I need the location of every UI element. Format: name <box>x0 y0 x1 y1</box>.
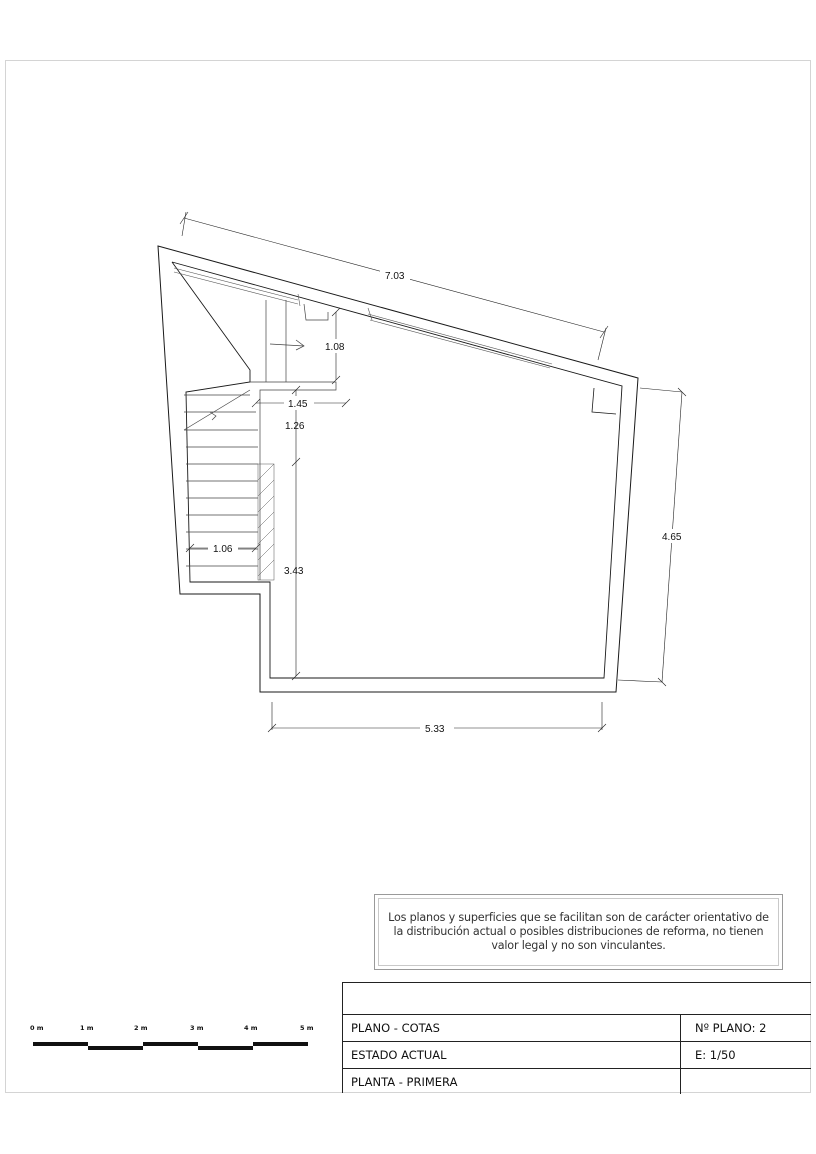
scale-label-1: 1 m <box>80 1024 94 1032</box>
scale-segment-2 <box>88 1046 143 1050</box>
disclaimer-text: Los planos y superficies que se facilitan son de carácter orientativo de la distribución actual o posibles distribuciones de reforma, no tienen valor legal y no son vinculantes. <box>378 898 779 966</box>
disclaimer-box <box>374 894 783 970</box>
scale-segment-3 <box>143 1042 198 1046</box>
dimension-lines <box>180 212 686 732</box>
stairs <box>184 300 336 580</box>
title-block-header-row <box>343 983 811 1015</box>
dim-stair-landing-height: 1.08 <box>325 342 345 353</box>
plan-floor-label: PLANTA - PRIMERA <box>351 1074 458 1089</box>
plan-floor <box>343 1069 680 1094</box>
graphic-scale <box>28 1024 318 1054</box>
inner-wall <box>172 262 622 678</box>
dim-landing-depth: 1.26 <box>285 421 305 432</box>
outer-wall <box>158 246 638 692</box>
dim-top-wall: 7.03 <box>385 271 405 282</box>
plan-state: ESTADO ACTUAL <box>351 1048 447 1062</box>
dim-bottom-wall: 5.33 <box>425 724 445 735</box>
dim-landing-width: 1.45 <box>288 399 308 410</box>
title-block <box>342 982 811 1093</box>
scale-label-3: 3 m <box>190 1024 204 1032</box>
dim-right-wall: 4.65 <box>662 532 682 543</box>
plan-floor-empty-cell <box>680 1069 812 1094</box>
wall-jog <box>592 388 616 414</box>
window-lines <box>174 268 552 368</box>
plan-scale: E: 1/50 <box>680 1042 812 1068</box>
title-block-row-floor <box>343 1069 811 1094</box>
plan-number: Nº PLANO: 2 <box>680 1015 812 1041</box>
scale-segment-1 <box>33 1042 88 1046</box>
scale-label-5: 5 m <box>300 1024 314 1032</box>
scale-label-0: 0 m <box>30 1024 44 1032</box>
dim-left-wall: 3.43 <box>284 566 304 577</box>
plan-name: PLANO - COTAS <box>351 1021 440 1035</box>
scale-segment-5 <box>253 1042 308 1046</box>
scale-label-4: 4 m <box>244 1024 258 1032</box>
title-block-row-state <box>343 1042 811 1069</box>
scale-segment-4 <box>198 1046 253 1050</box>
title-block-row-plan <box>343 1015 811 1042</box>
hatched-wall <box>258 464 274 580</box>
scale-label-2: 2 m <box>134 1024 148 1032</box>
dim-stair-width: 1.06 <box>213 544 233 555</box>
